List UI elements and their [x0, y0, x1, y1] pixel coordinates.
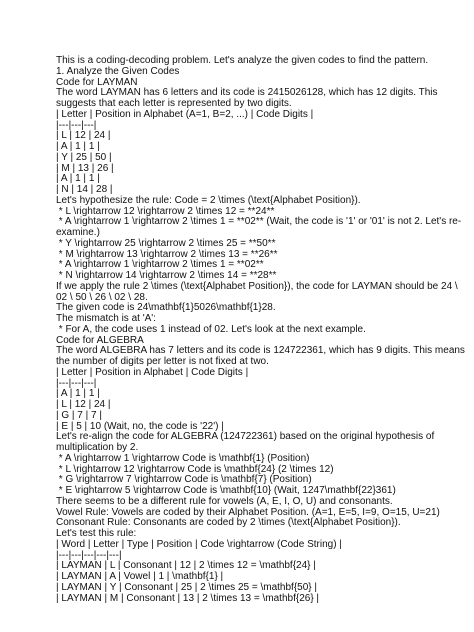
table-row: | M | 13 | 26 |: [56, 162, 114, 174]
text-line: Vowel Rule: Vowels are coded by their Alphabet Position. (A=1, E=5, I=9, O=15, U=21): [56, 506, 440, 518]
list-item: * L \rightarrow 12 \rightarrow Code is \mathbf{24} (2 \times 12): [56, 463, 334, 475]
list-item: * E \rightarrow 5 \rightarrow Code is \mathbf{10} (Wait, 1247\mathbf{22}361): [56, 485, 396, 496]
table-row: | L | 12 | 24 |: [56, 130, 111, 142]
list-item: * N \rightarrow 14 \rightarrow 2 \times 14 = **28**: [56, 270, 277, 281]
text-line: Let's hypothesize the rule: Code = 2 \times (\text{Alphabet Position}).: [56, 194, 361, 206]
text-line: If we apply the rule 2 \times (\text{Alphabet Position}), the code for LAYMAN should be 24 \ 02 \ 50 \ 26 \ 02 \ 28.: [56, 280, 461, 303]
text-line: The word ALGEBRA has 7 letters and its code is 124722361, which has 9 digits. This means the number of digits per letter is not fixed at two.: [56, 345, 468, 367]
table-row: | LAYMAN | A | Vowel | 1 | \mathbf{1} |: [56, 571, 224, 582]
subsection-heading: Code for ALGEBRA: [56, 334, 144, 346]
table-row: | N | 14 | 28 |: [56, 184, 113, 195]
list-item: * Y \rightarrow 25 \rightarrow 2 \times 25 = **50**: [56, 237, 276, 249]
list-item: * A \rightarrow 1 \rightarrow 2 \times 1 = **02**: [56, 259, 264, 271]
table-separator-row: |---|---|---|: [56, 119, 97, 131]
table-separator-row: |---|---|---|---|---|: [56, 549, 122, 561]
text-line: There seems to be a different rule for vowels (A, E, I, O, U) and consonants.: [56, 495, 393, 507]
table-separator-row: |---|---|---|: [56, 377, 97, 389]
text-line: This is a coding-decoding problem. Let's analyze the given codes to find the pattern.: [56, 55, 429, 66]
list-item: * A \rightarrow 1 \rightarrow 2 \times 1 = **02** (Wait, the code is '1' or '01' is not 2. Let's re-examine.): [56, 216, 462, 238]
table-row: | G | 7 | 7 |: [56, 409, 102, 421]
text-line: The given code is 24\mathbf{1}5026\mathbf{1}28.: [56, 302, 276, 314]
list-item: * For A, the code uses 1 instead of 02. Let's look at the next example.: [56, 323, 366, 335]
document-body: [56, 56, 466, 604]
section-heading: 1. Analyze the Given Codes: [56, 65, 180, 77]
list-item: * G \rightarrow 7 \rightarrow Code is \mathbf{7} (Position): [56, 474, 312, 486]
subsection-heading: Code for LAYMAN: [56, 76, 138, 88]
table-row: | LAYMAN | L | Consonant | 12 | 2 \times 12 = \mathbf{24} |: [56, 560, 316, 572]
table-row: | A | 1 | 1 |: [56, 141, 100, 152]
table-header-row: | Letter | Position in Alphabet | Code Digits |: [56, 366, 249, 378]
list-item: * A \rightarrow 1 \rightarrow Code is \mathbf{1} (Position): [56, 452, 310, 464]
table-header-row: | Letter | Position in Alphabet (A=1, B=2, ...) | Code Digits |: [56, 108, 314, 120]
text-line: The word LAYMAN has 6 letters and its code is 2415026128, which has 12 digits. This suggests that each letter is represented by two digits.: [56, 87, 441, 109]
list-item: * M \rightarrow 13 \rightarrow 2 \times 13 = **26**: [56, 248, 278, 260]
list-item: * L \rightarrow 12 \rightarrow 2 \times 12 = **24**: [56, 205, 275, 217]
table-row: | LAYMAN | Y | Consonant | 25 | 2 \times 25 = \mathbf{50} |: [56, 581, 318, 593]
table-row: | E | 5 | 10 (Wait, no, the code is '22') |: [56, 420, 224, 432]
table-row: | A | 1 | 1 |: [56, 388, 100, 400]
text-line: Let's test this rule:: [56, 528, 137, 539]
text-line: Let's re-align the code for ALGEBRA (124722361) based on the original hypothesis of multiplication by 2.: [56, 431, 438, 453]
table-row: | L | 12 | 24 |: [56, 399, 111, 410]
text-line: Consonant Rule: Consonants are coded by 2 \times (\text{Alphabet Position}).: [56, 517, 401, 529]
table-row: | Y | 25 | 50 |: [56, 151, 112, 163]
table-row: | A | 1 | 1 |: [56, 173, 100, 185]
text-line: The mismatch is at 'A':: [56, 313, 156, 324]
table-row: | LAYMAN | M | Consonant | 13 | 2 \times 13 = \mathbf{26} |: [56, 592, 320, 604]
table-header-row: | Word | Letter | Type | Position | Code \rightarrow (Code String) |: [56, 538, 342, 550]
